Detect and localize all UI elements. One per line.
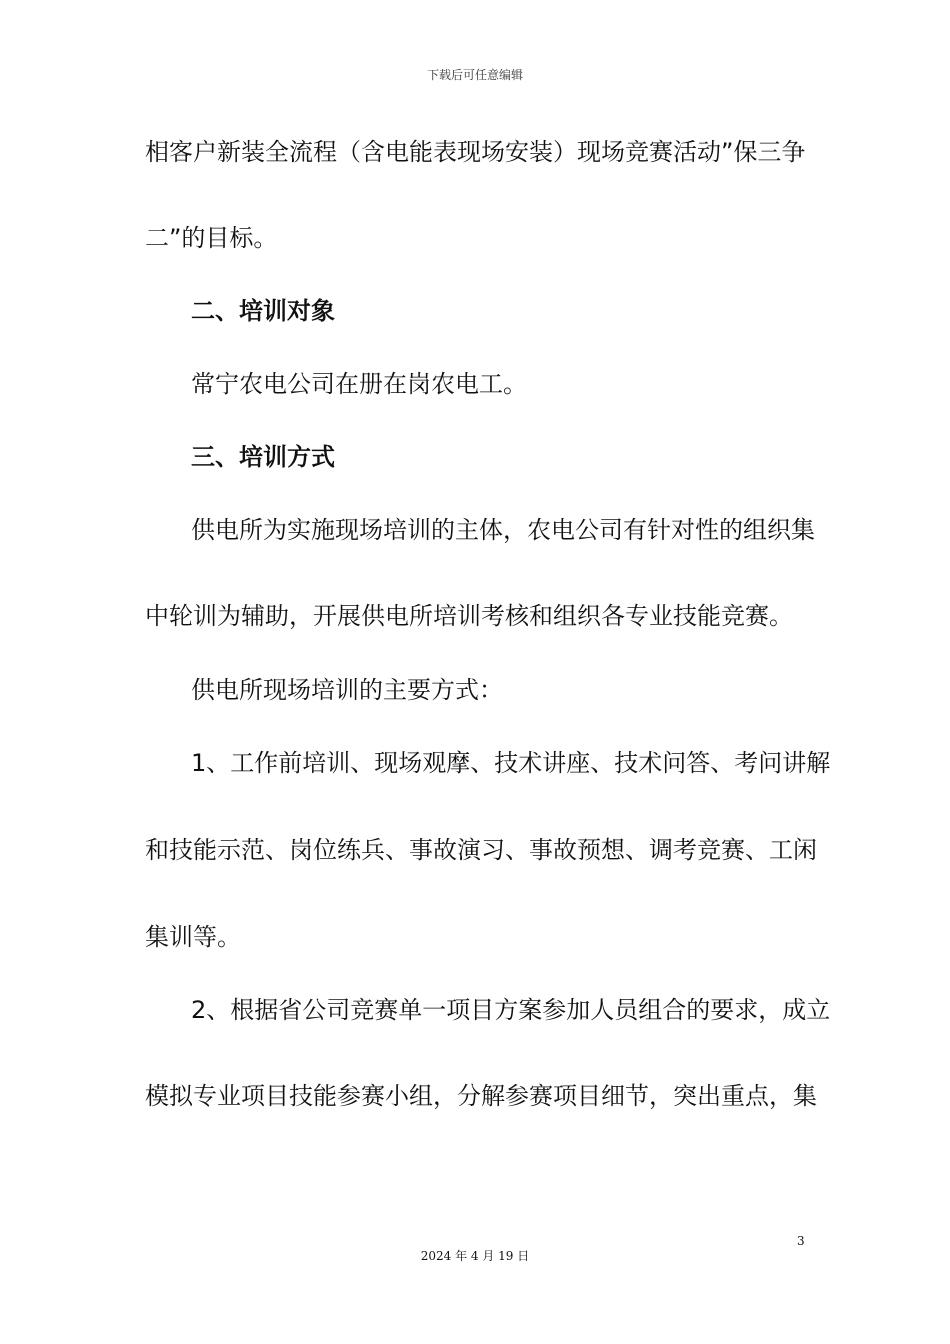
paragraph-line: 常宁农电公司在册在岗农电工。 [191, 370, 527, 398]
paragraph-line: 1、工作前培训、现场观摩、技术讲座、技术问答、考问讲解 [191, 749, 831, 777]
page-footer-date: 2024 年 4 月 19 日 [420, 1249, 530, 1263]
paragraph-line: 供电所现场培训的主要方式： [191, 676, 503, 704]
paragraph-line: 模拟专业项目技能参赛小组，分解参赛项目细节，突出重点，集 [145, 1082, 817, 1110]
section-heading: 三、培训方式 [191, 443, 335, 471]
paragraph-line: 2、根据省公司竞赛单一项目方案参加人员组合的要求，成立 [191, 996, 831, 1024]
paragraph-line: 和技能示范、岗位练兵、事故演习、事故预想、调考竞赛、工闲 [145, 836, 817, 864]
paragraph-line: 二”的目标。 [145, 224, 278, 252]
page-number: 3 [797, 1234, 805, 1248]
paragraph-line: 集训等。 [145, 923, 241, 951]
paragraph-line: 中轮训为辅助，开展供电所培训考核和组织各专业技能竞赛。 [145, 602, 793, 630]
paragraph-line: 相客户新装全流程（含电能表现场安装）现场竞赛活动”保三争 [145, 138, 806, 166]
paragraph-line: 供电所为实施现场培训的主体，农电公司有针对性的组织集 [191, 516, 815, 544]
page-header: 下载后可任意编辑 [426, 68, 523, 82]
section-heading: 二、培训对象 [191, 297, 335, 325]
